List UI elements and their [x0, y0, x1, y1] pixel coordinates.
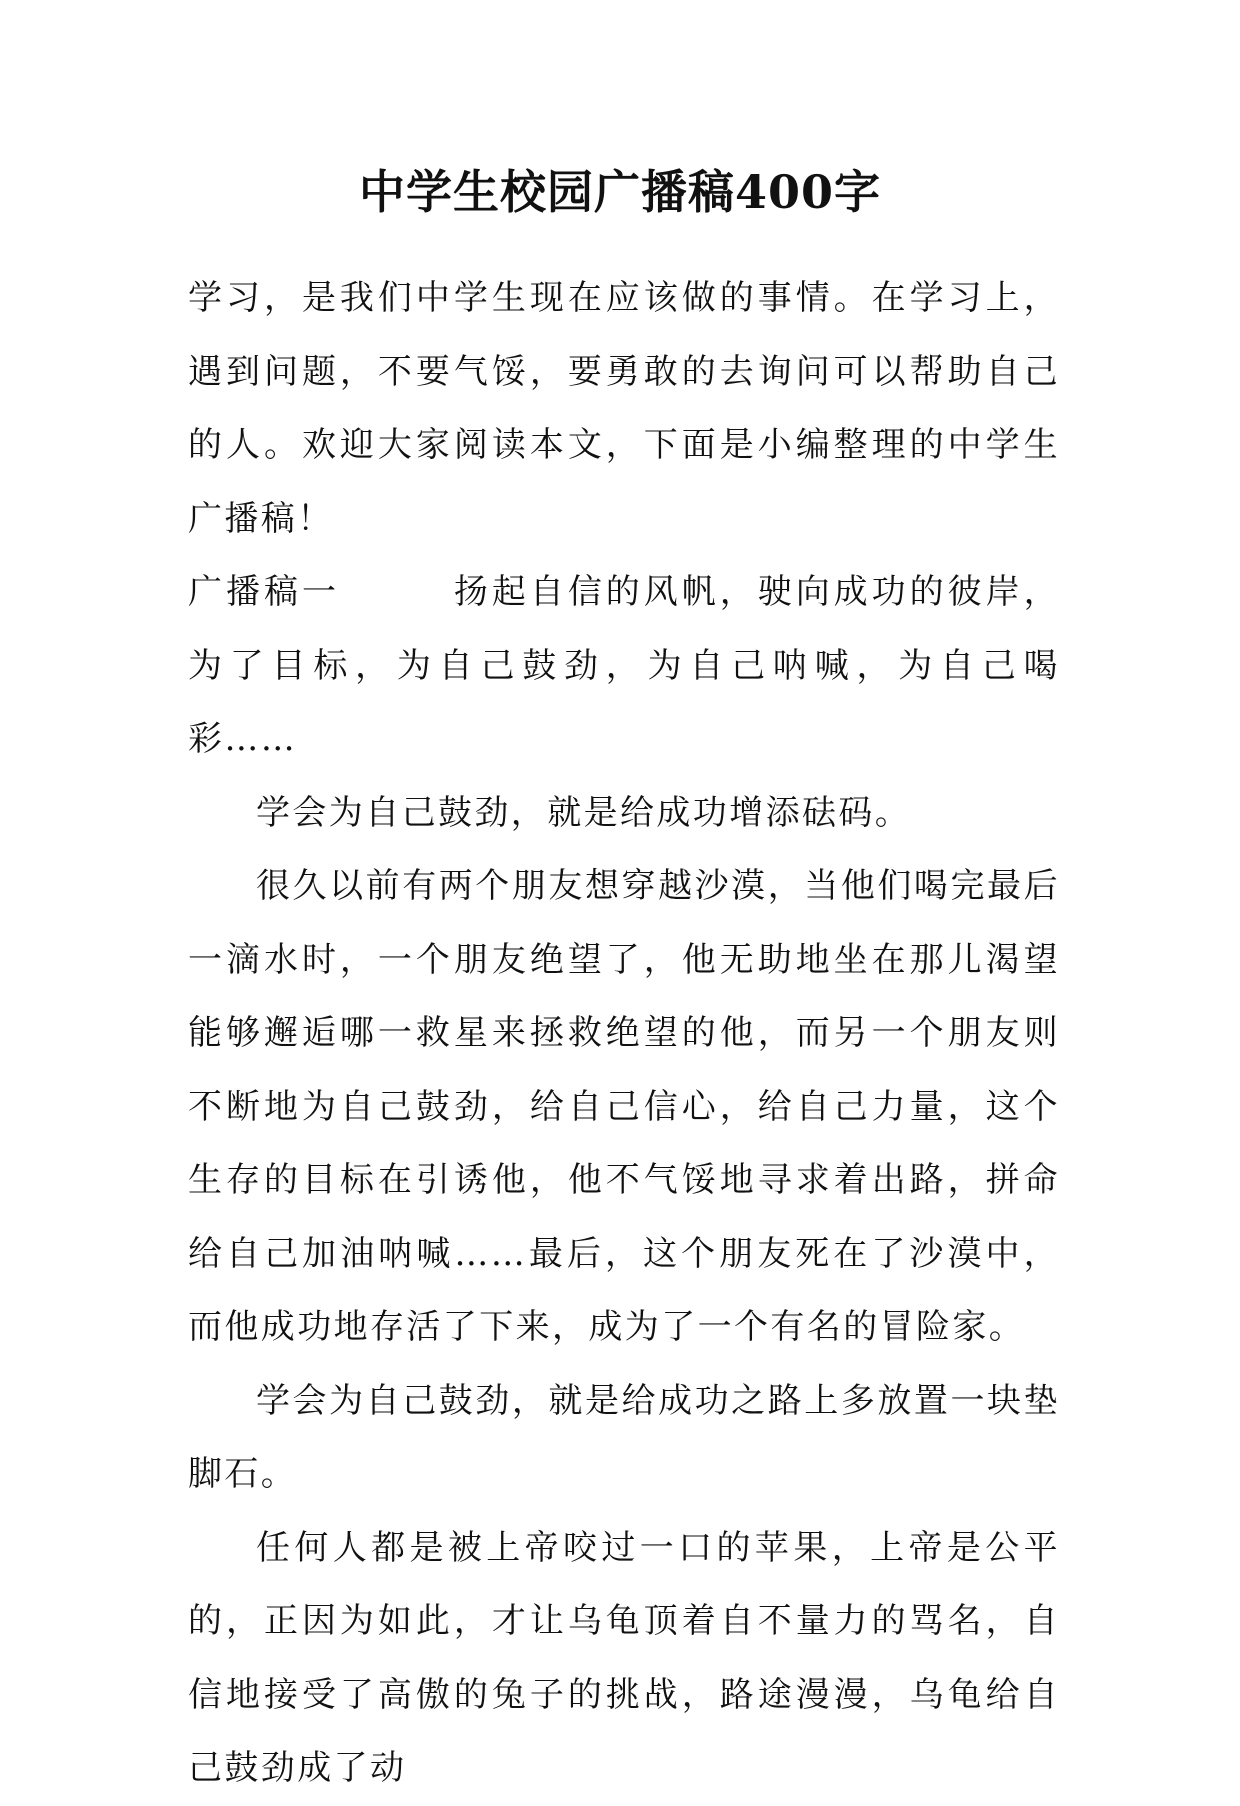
- paragraph-desert-story: 很久以前有两个朋友想穿越沙漠，当他们喝完最后一滴水时，一个朋友绝望了，他无助地坐在那儿渴望能够邂逅哪一救星来拯救绝望的他，而另一个朋友则不断地为自己鼓劲，给自己信心，给自己力量，这个生存的目标在引诱他，他不气馁地寻求着出路，拼命给自己加油呐喊……最后，这个朋友死在了沙漠中，而他成功地存活了下来，成为了一个有名的冒险家。: [188, 866, 1060, 1347]
- paragraph-encourage-self: 学会为自己鼓劲，就是给成功增添砝码。: [256, 792, 912, 833]
- paragraph-tortoise: 任何人都是被上帝咬过一口的苹果，上帝是公平的，正因为如此，才让乌龟顶着自不量力的骂名，自信地接受了高傲的兔子的挑战，路途漫漫，乌龟给自己鼓劲成了动: [188, 1527, 1060, 1788]
- paragraph-broadcast-one: 广播稿一 扬起自信的风帆，驶向成功的彼岸，为了目标，为自己鼓劲，为自己呐喊，为自己喝彩……: [188, 572, 1060, 759]
- document-body: [188, 262, 1060, 1806]
- paragraph-intro: 学习，是我们中学生现在应该做的事情。在学习上，遇到问题，不要气馁，要勇敢的去询问可以帮助自己的人。欢迎大家阅读本文，下面是小编整理的中学生广播稿！: [188, 278, 1060, 539]
- document-title: 中学生校园广播稿400字: [358, 165, 882, 219]
- paragraph-stepping-stone: 学会为自己鼓劲，就是给成功之路上多放置一块垫脚石。: [188, 1380, 1060, 1494]
